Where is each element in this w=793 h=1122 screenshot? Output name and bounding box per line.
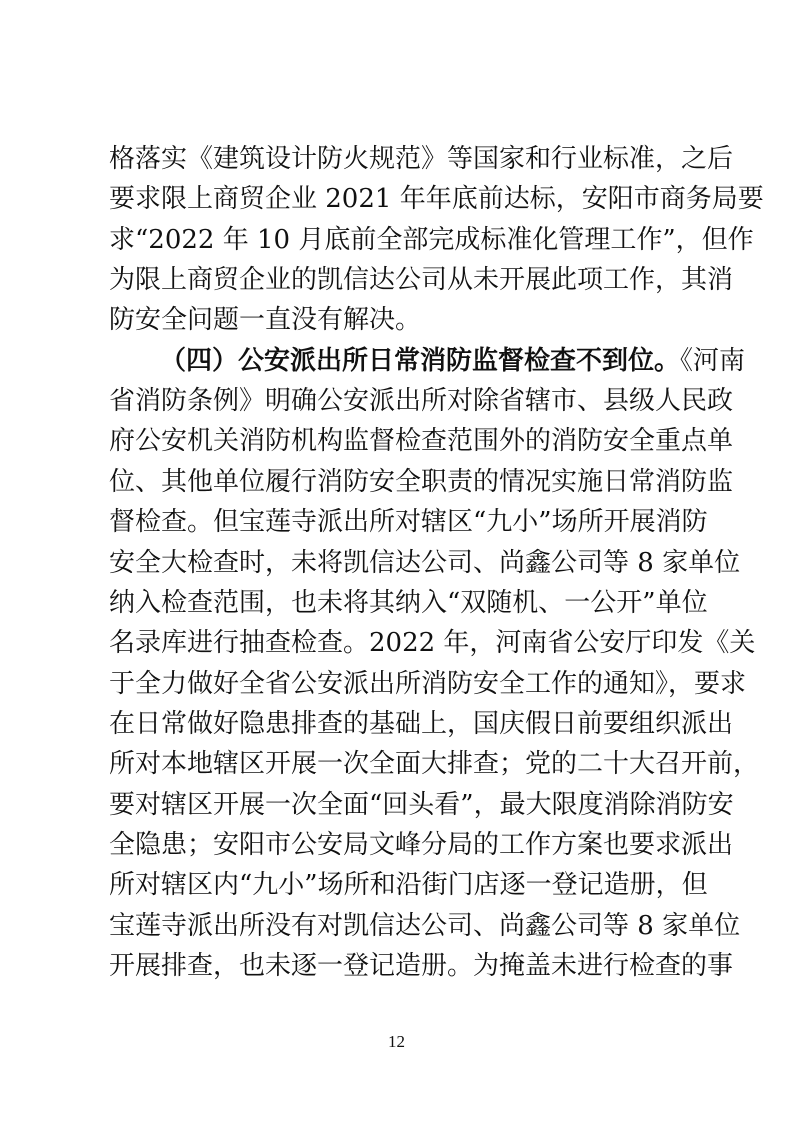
paragraph-line: 所对本地辖区开展一次全面大排查；党的二十大召开前，	[109, 749, 760, 779]
paragraph-line: 安全大检查时，未将凯信达公司、尚鑫公司等 8 家单位	[109, 548, 741, 578]
section-heading: （四）公安派出所日常消防监督检查不到位。	[160, 346, 681, 376]
paragraph-line: 省消防条例》明确公安派出所对除省辖市、县级人民政	[109, 386, 734, 416]
section-heading-line	[160, 341, 746, 381]
paragraph-line: 位、其他单位履行消防安全职责的情况实施日常消防监	[109, 467, 734, 497]
paragraph-line: 督检查。但宝莲寺派出所对辖区“九小”场所开展消防	[109, 507, 708, 537]
paragraph-line: 纳入检查范围，也未将其纳入“双随机、一公开”单位	[109, 588, 708, 618]
paragraph-line: 名录库进行抽查检查。2022 年，河南省公安厅印发《关	[109, 628, 756, 658]
paragraph-line: 格落实《建筑设计防火规范》等国家和行业标准，之后	[109, 144, 734, 174]
paragraph-line: 全隐患；安阳市公安局文峰分局的工作方案也要求派出	[109, 830, 734, 860]
paragraph-line: 宝莲寺派出所没有对凯信达公司、尚鑫公司等 8 家单位	[109, 911, 741, 941]
page-number: 12	[388, 1032, 405, 1051]
paragraph-line: 要求限上商贸企业 2021 年年底前达标，安阳市商务局要	[109, 184, 764, 214]
paragraph-line: 所对辖区内“九小”场所和沿街门店逐一登记造册，但	[109, 870, 708, 900]
paragraph-line: 要对辖区开展一次全面“回头看”，最大限度消除消防安	[109, 790, 734, 820]
paragraph-line: 于全力做好全省公安派出所消防安全工作的通知》，要求	[109, 669, 747, 699]
paragraph-line: 求“2022 年 10 月底前全部完成标准化管理工作”，但作	[109, 225, 754, 255]
paragraph-line: 为限上商贸企业的凯信达公司从未开展此项工作，其消	[109, 265, 734, 295]
heading-line-continuation: 《河南	[680, 346, 746, 376]
paragraph-line: 在日常做好隐患排查的基础上，国庆假日前要组织派出	[109, 709, 734, 739]
paragraph-line: 开展排查，也未逐一登记造册。为掩盖未进行检查的事	[109, 951, 734, 981]
paragraph-line: 府公安机关消防机构监督检查范围外的消防安全重点单	[109, 426, 734, 456]
paragraph-line: 防安全问题一直没有解决。	[109, 305, 422, 335]
